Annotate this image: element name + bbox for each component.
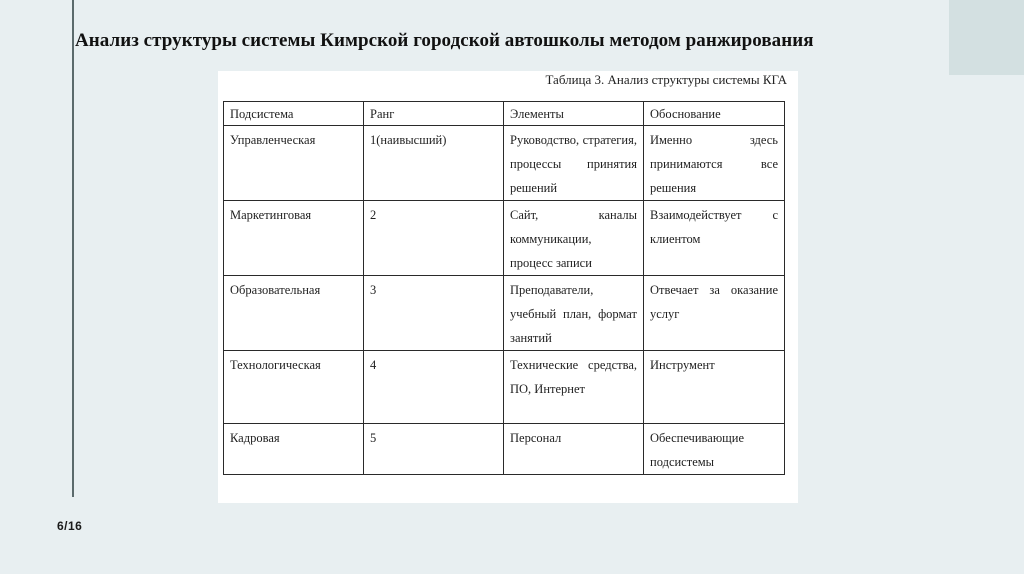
cell-justification: Инструмент <box>644 351 785 424</box>
cell-rank: 5 <box>364 424 504 475</box>
table-row <box>224 276 785 351</box>
cell-elements: Руководство, стратегия, процессы принятия решений <box>504 126 644 201</box>
cell-justification: Обеспечивающие подсистемы <box>644 424 785 475</box>
table-row <box>224 126 785 201</box>
cell-rank: 2 <box>364 201 504 276</box>
cell-subsystem: Технологическая <box>224 351 364 424</box>
cell-justification: Отвечает за оказание услуг <box>644 276 785 351</box>
cell-subsystem: Управленческая <box>224 126 364 201</box>
cell-subsystem: Маркетинговая <box>224 201 364 276</box>
accent-vertical-line <box>72 0 74 497</box>
header-justification: Обоснование <box>644 102 785 126</box>
page-number: 6/16 <box>57 519 83 533</box>
cell-subsystem: Кадровая <box>224 424 364 475</box>
table-row <box>224 424 785 475</box>
table-header-row <box>224 102 785 126</box>
header-rank: Ранг <box>364 102 504 126</box>
table-row <box>224 351 785 424</box>
header-elements: Элементы <box>504 102 644 126</box>
cell-rank: 3 <box>364 276 504 351</box>
table-row <box>224 201 785 276</box>
table-caption: Таблица 3. Анализ структуры системы КГА <box>545 72 787 87</box>
cell-elements: Сайт, каналы коммуникации, процесс записи <box>504 201 644 276</box>
cell-rank: 1(наивысший) <box>364 126 504 201</box>
cell-elements: Преподаватели, учебный план, формат занятий <box>504 276 644 351</box>
cell-justification: Именно здесь принимаются все решения <box>644 126 785 201</box>
cell-justification: Взаимодействует с клиентом <box>644 201 785 276</box>
cell-elements: Технические средства, ПО, Интернет <box>504 351 644 424</box>
cell-elements: Персонал <box>504 424 644 475</box>
table-image <box>218 71 798 503</box>
cell-rank: 4 <box>364 351 504 424</box>
header-subsystem: Подсистема <box>224 102 364 126</box>
slide-title: Анализ структуры системы Кимрской городской автошколы методом ранжирования <box>75 30 814 51</box>
structure-table <box>223 101 785 475</box>
cell-subsystem: Образовательная <box>224 276 364 351</box>
decorative-corner-block <box>949 0 1024 75</box>
